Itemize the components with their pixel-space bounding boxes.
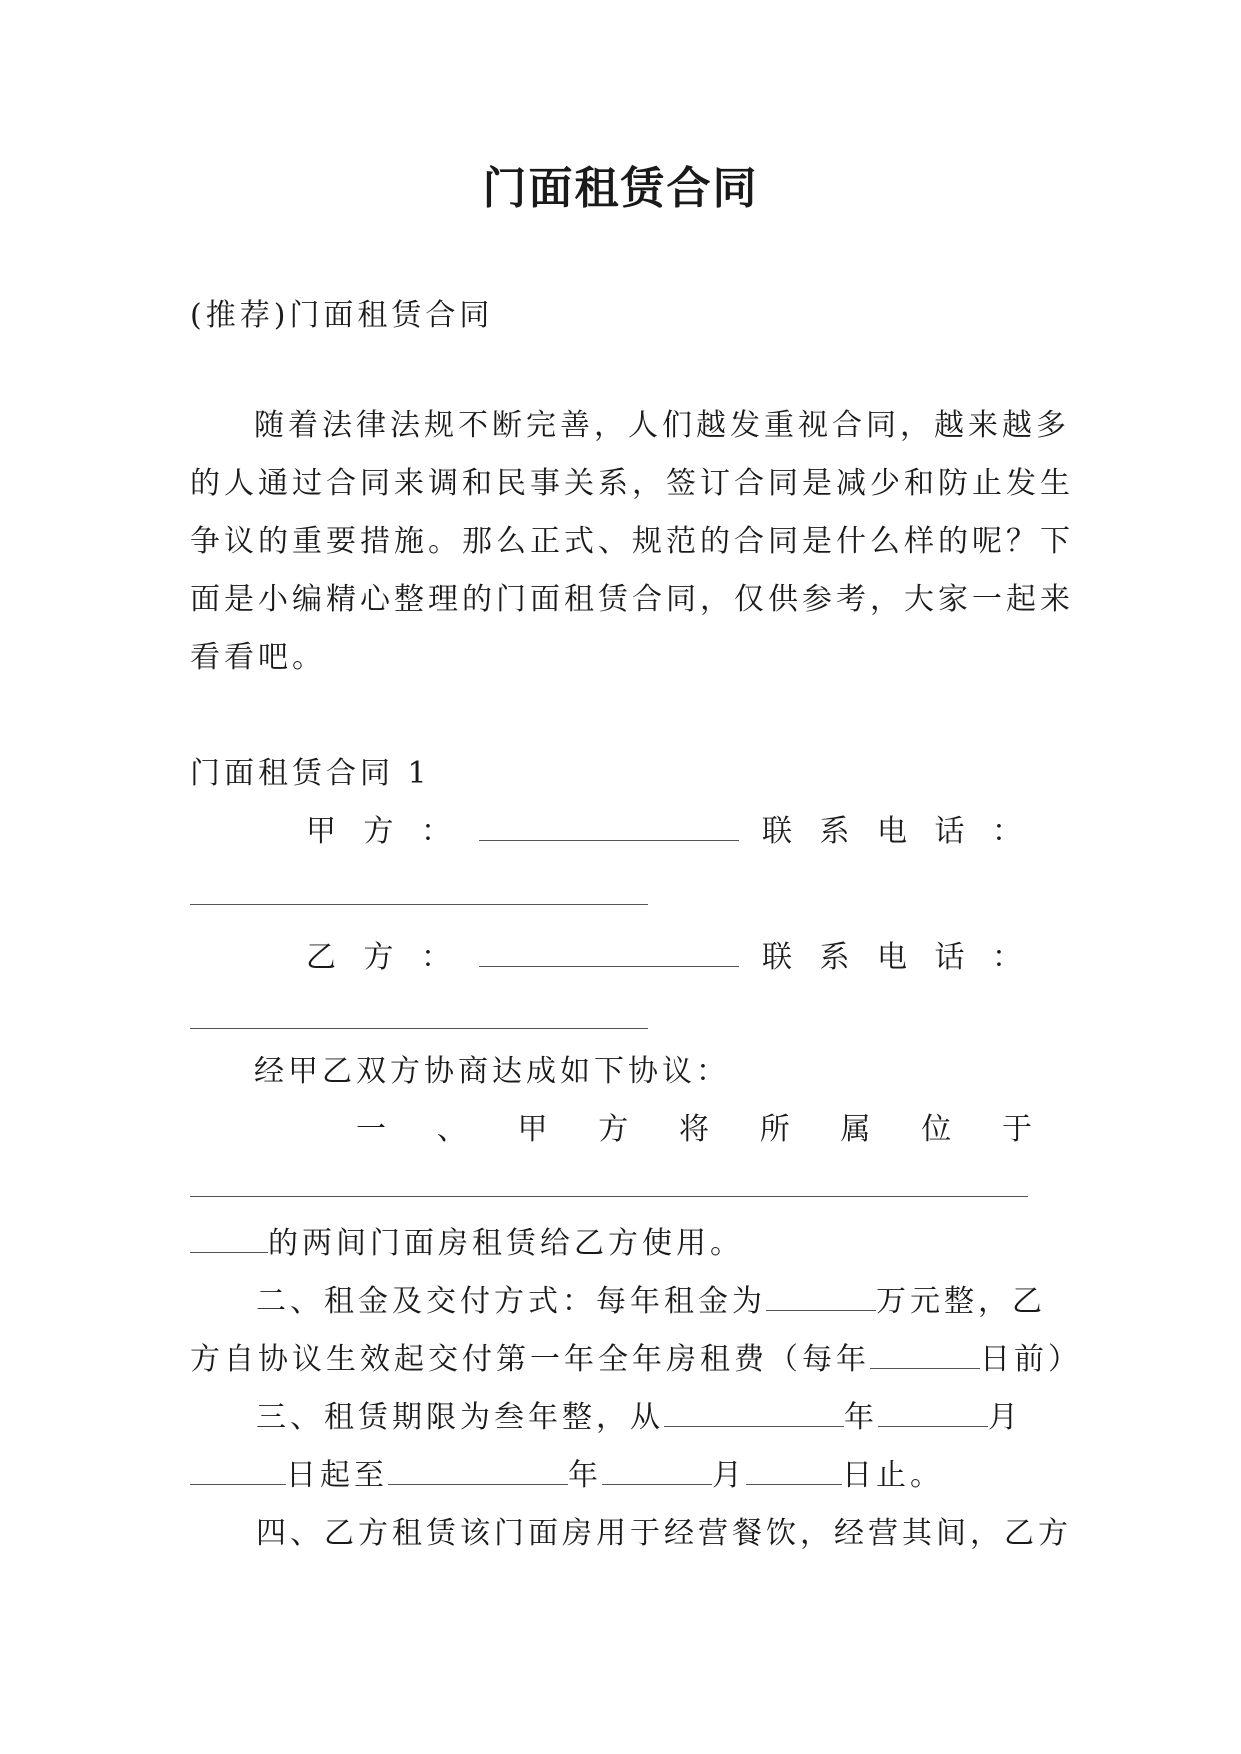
section-heading: 门面租赁合同 1 (190, 756, 431, 791)
clause-3-text: 三、租赁期限为叁年整，从 (256, 1400, 664, 1435)
clause-3-text: 月 (988, 1400, 1022, 1435)
start-month-blank (878, 1400, 988, 1427)
clause-1-line-2 (190, 1224, 1050, 1264)
end-year-blank (388, 1458, 568, 1485)
party-a-phone-char: 联 (762, 814, 796, 849)
party-a-char: 甲 (306, 814, 340, 849)
party-a-char: 方 (363, 814, 398, 849)
clause-1-char: 一 (356, 1112, 390, 1147)
clause-1-char: 属 (840, 1112, 875, 1147)
clause-2-text: 日前） (980, 1342, 1082, 1377)
clause-1-line-1 (356, 1110, 1036, 1150)
party-b-name-blank (479, 940, 739, 967)
party-a-phone-char: ： (992, 814, 1026, 849)
start-year-blank (664, 1400, 844, 1427)
clause-4-line-1: 四、乙方租赁该门面房用于经营餐饮，经营其间，乙方 (256, 1516, 1072, 1551)
party-b-phone-char: 联 (762, 940, 796, 975)
party-a-phone-char: 话 (934, 814, 969, 849)
payment-date-blank (870, 1342, 980, 1369)
party-b-char: ： (421, 940, 455, 975)
party-a-name-blank (479, 814, 739, 841)
party-a-line (306, 812, 1026, 852)
document-title: 门面租赁合同 (482, 163, 759, 214)
clause-1-tail: 的两间门面房租赁给乙方使用。 (268, 1226, 744, 1261)
intro-line-5: 看看吧。 (190, 640, 326, 675)
end-month-blank (602, 1458, 712, 1485)
clause-1-address-blank (190, 1196, 1028, 1197)
party-b-phone-char: ： (992, 940, 1026, 975)
clause-2-text: 二、租金及交付方式：每年租金为 (256, 1284, 766, 1319)
clause-3-line-2 (190, 1456, 1050, 1496)
party-b-char: 乙 (306, 940, 340, 975)
clause-3-text: 日起至 (286, 1458, 388, 1493)
clause-2-text: 方自协议生效起交付第一年全年房租费（每年 (190, 1342, 870, 1377)
clause-1-char: 方 (598, 1112, 633, 1147)
clause-1-char: 于 (1002, 1112, 1036, 1147)
intro-line-1: 随着法律法规不断完善，人们越发重视合同，越来越多 (254, 408, 1070, 443)
intro-line-3: 争议的重要措施。那么正式、规范的合同是什么样的呢？下 (190, 524, 1074, 559)
start-day-blank (190, 1458, 286, 1485)
party-b-phone-blank (190, 1028, 648, 1029)
clause-1-address-blank-end (190, 1226, 268, 1253)
subtitle: (推荐)门面租赁合同 (190, 298, 494, 333)
clause-1-char: 所 (759, 1112, 794, 1147)
clause-2-text: 万元整，乙 (876, 1284, 1046, 1319)
party-b-phone-char: 话 (934, 940, 969, 975)
clause-2-line-2 (190, 1340, 1082, 1380)
party-a-char: ： (421, 814, 455, 849)
clause-2-line-1 (256, 1282, 1050, 1322)
clause-1-char: 甲 (517, 1112, 552, 1147)
party-b-phone-char: 电 (877, 940, 911, 975)
party-a-phone-char: 电 (877, 814, 911, 849)
party-a-phone-blank (190, 904, 648, 905)
clause-3-text: 日止。 (842, 1458, 944, 1493)
clause-3-text: 年 (568, 1458, 602, 1493)
clause-3-text: 月 (712, 1458, 746, 1493)
intro-line-4: 面是小编精心整理的门面租赁合同，仅供参考，大家一起来 (190, 582, 1074, 617)
agreement-intro: 经甲乙双方协商达成如下协议： (254, 1054, 730, 1089)
clause-3-line-1 (256, 1398, 1050, 1438)
intro-line-2: 的人通过合同来调和民事关系，签订合同是减少和防止发生 (190, 466, 1074, 501)
end-day-blank (746, 1458, 842, 1485)
party-b-phone-char: 系 (819, 940, 854, 975)
clause-1-char: 位 (921, 1112, 956, 1147)
party-a-phone-char: 系 (819, 814, 854, 849)
party-b-line (306, 938, 1026, 978)
clause-3-text: 年 (844, 1400, 878, 1435)
party-b-char: 方 (363, 940, 398, 975)
clause-1-char: 、 (436, 1112, 471, 1147)
rent-amount-blank (766, 1284, 876, 1311)
clause-1-char: 将 (679, 1112, 713, 1147)
